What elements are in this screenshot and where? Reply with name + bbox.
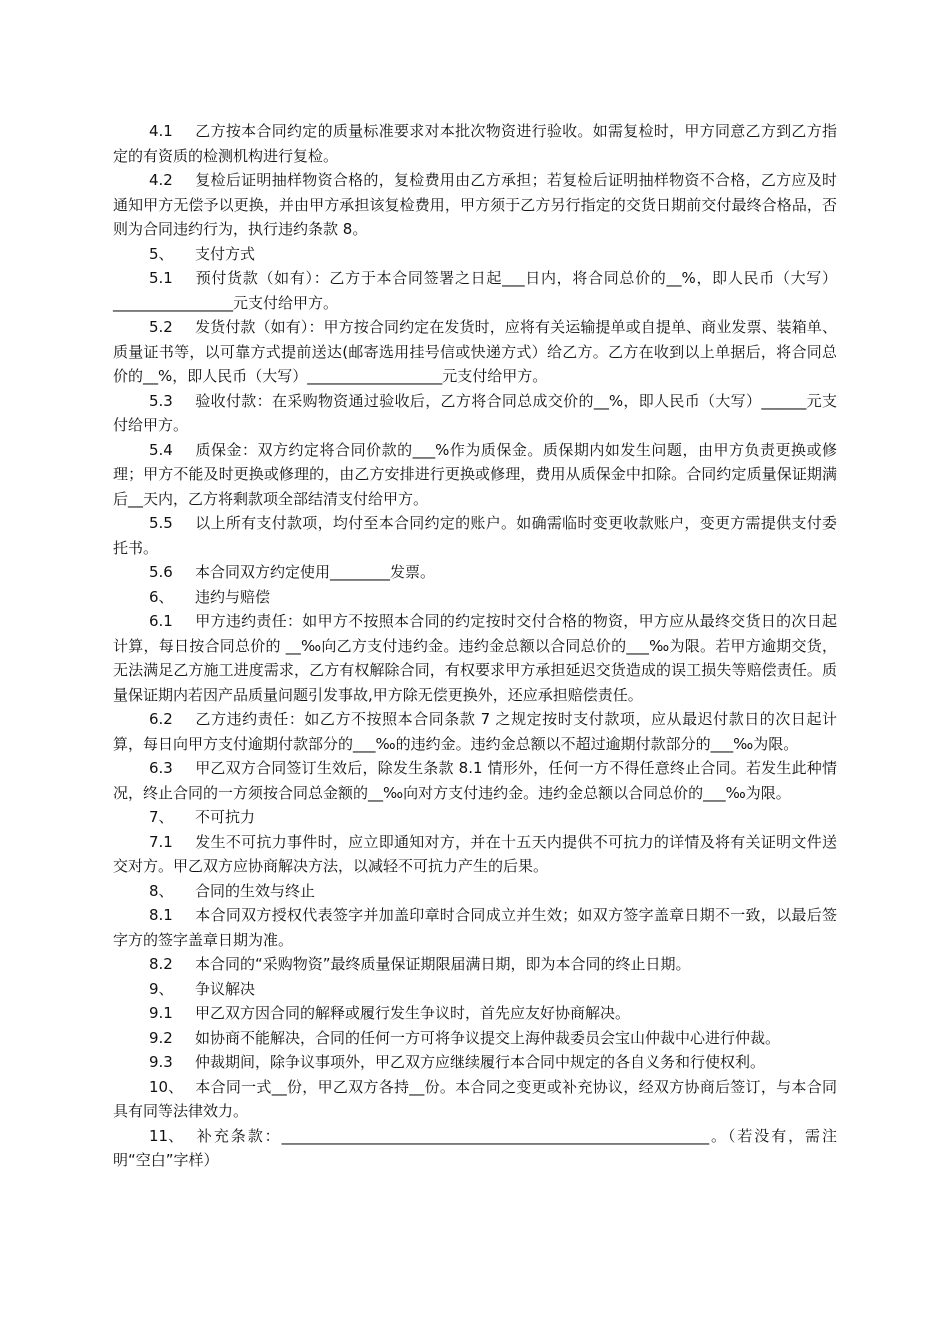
- section-number: 6、: [149, 587, 174, 606]
- clause-number: 5.5: [149, 514, 173, 532]
- clause-number: 6.3: [149, 759, 173, 777]
- clause-text: 预付货款（如有）：乙方于本合同签署之日起___日内，将合同总价的__%，即人民币（大写）________________元支付给甲方。: [113, 269, 837, 312]
- clause-number: 4.2: [149, 171, 173, 189]
- clause-number: 8.2: [149, 955, 173, 973]
- section-title: 支付方式: [195, 244, 256, 263]
- clause-number: 5.2: [149, 318, 173, 336]
- clause-number: 8.1: [149, 906, 173, 924]
- clause-number: 5.6: [149, 563, 173, 581]
- clause-9-1: [113, 1001, 837, 1026]
- clause-9-2: [113, 1026, 837, 1051]
- section-number: 8、: [149, 881, 174, 900]
- clause-number: 6.1: [149, 612, 173, 630]
- section-6-heading: [113, 585, 837, 610]
- section-title: 违约与赔偿: [195, 587, 271, 606]
- clause-10: [113, 1075, 837, 1124]
- section-5-heading: [113, 242, 837, 267]
- clause-text: 本合同双方授权代表签字并加盖印章时合同成立并生效；如双方签字盖章日期不一致，以最后签字方的签字盖章日期为准。: [113, 906, 837, 949]
- clause-5-1: [113, 266, 837, 315]
- clause-6-1: [113, 609, 837, 707]
- section-number: 9、: [149, 979, 174, 998]
- clause-7-1: [113, 830, 837, 879]
- clause-text: 乙方违约责任：如乙方不按照本合同条款 7 之规定按时支付款项，应从最迟付款日的次日起计算，每日向甲方支付逾期付款部分的___‰的违约金。违约金总额以不超过逾期付款部分的___‰为限。: [113, 710, 837, 753]
- clause-5-6: [113, 560, 837, 585]
- clause-number: 5.1: [149, 269, 173, 287]
- clause-number: 4.1: [149, 122, 173, 140]
- clause-text: 甲乙双方合同签订生效后，除发生条款 8.1 情形外，任何一方不得任意终止合同。若发生此种情况，终止合同的一方须按合同总金额的__‰向对方支付违约金。违约金总额以合同总价的___‰为限。: [113, 759, 837, 802]
- clause-number: 9.3: [149, 1053, 173, 1071]
- section-7-heading: [113, 805, 837, 830]
- clause-text: 复检后证明抽样物资合格的，复检费用由乙方承担；若复检后证明抽样物资不合格，乙方应及时通知甲方无偿予以更换，并由甲方承担该复检费用，甲方须于乙方另行指定的交货日期前交付最终合格品，否则为合同违约行为，执行违约条款 8。: [113, 171, 837, 238]
- clause-text: 本合同双方约定使用________发票。: [195, 563, 436, 581]
- clause-text: 质保金：双方约定将合同价款的___%作为质保金。质保期内如发生问题，由甲方负责更换或修理；甲方不能及时更换或修理的，由乙方安排进行更换或修理，费用从质保金中扣除。合同约定质量保证期满后__天内，乙方将剩款项全部结清支付给甲方。: [113, 440, 837, 508]
- clause-text: 仲裁期间，除争议事项外，甲乙双方应继续履行本合同中规定的各自义务和行使权利。: [195, 1053, 766, 1071]
- clause-text: 本合同一式__份，甲乙双方各持__份。本合同之变更或补充协议，经双方协商后签订，与本合同具有同等法律效力。: [113, 1077, 837, 1120]
- clause-5-3: [113, 389, 837, 438]
- clause-text: 甲乙双方因合同的解释或履行发生争议时，首先应友好协商解决。: [195, 1004, 631, 1022]
- clause-6-3: [113, 756, 837, 805]
- section-title: 不可抗力: [195, 808, 256, 826]
- clause-5-5: [113, 511, 837, 560]
- clause-text: 乙方按本合同约定的质量标准要求对本批次物资进行验收。如需复检时，甲方同意乙方到乙方指定的有资质的检测机构进行复检。: [113, 122, 837, 165]
- clause-text: 如协商不能解决，合同的任何一方可将争议提交上海仲裁委员会宝山仲裁中心进行仲裁。: [195, 1028, 781, 1047]
- clause-number: 10、: [149, 1077, 184, 1096]
- document-body: [113, 119, 837, 1173]
- section-9-heading: [113, 977, 837, 1002]
- clause-6-2: [113, 707, 837, 756]
- clause-11: [113, 1124, 837, 1173]
- clause-9-3: [113, 1050, 837, 1075]
- section-number: 7、: [149, 808, 174, 826]
- section-title: 争议解决: [195, 979, 256, 998]
- clause-8-1: [113, 903, 837, 952]
- clause-number: 9.1: [149, 1004, 173, 1022]
- clause-text: 甲方违约责任：如甲方不按照本合同的约定按时交付合格的物资，甲方应从最终交货日的次日起计算，每日按合同总价的 __‰向乙方支付违约金。违约金总额以合同总价的___‰为限。若甲方逾期交货，无法满足乙方施工进度需求，乙方有权解除合同，有权要求甲方承担延迟交货造成的误工损失等赔偿责任。质量保证期内若因产品质量问题引发事故,甲方除无偿更换外，还应承担赔偿责任。: [113, 612, 837, 704]
- clause-text: 发货付款（如有）：甲方按合同约定在发货时，应将有关运输提单或自提单、商业发票、装箱单、质量证书等，以可靠方式提前送达(邮寄选用挂号信或快递方式）给乙方。乙方在收到以上单据后，将合同总价的__%，即人民币（大写）__________________元支付给甲方。: [113, 318, 837, 385]
- clause-text: 补充条款：_________________________________________________________。（若没有，需注明“空白”字样）: [113, 1126, 837, 1169]
- clause-5-4: [113, 438, 837, 512]
- clause-number: 5.4: [149, 440, 173, 459]
- clause-number: 5.3: [149, 391, 173, 410]
- clause-text: 发生不可抗力事件时，应立即通知对方，并在十五天内提供不可抗力的详情及将有关证明文件送交对方。甲乙双方应协商解决方法，以减轻不可抗力产生的后果。: [113, 832, 837, 875]
- clause-text: 以上所有支付款项，均付至本合同约定的账户。如确需临时变更收款账户，变更方需提供支付委托书。: [113, 514, 837, 557]
- clause-number: 7.1: [149, 832, 173, 851]
- clause-4-2: [113, 168, 837, 242]
- clause-4-1: [113, 119, 837, 168]
- clause-number: 6.2: [149, 710, 173, 728]
- section-8-heading: [113, 879, 837, 904]
- clause-number: 11、: [149, 1126, 184, 1145]
- clause-text: 验收付款：在采购物资通过验收后，乙方将合同总成交价的__%，即人民币（大写）______元支付给甲方。: [113, 391, 837, 434]
- clause-8-2: [113, 952, 837, 977]
- clause-number: 9.2: [149, 1028, 173, 1047]
- clause-text: 本合同的“采购物资”最终质量保证期限届满日期，即为本合同的终止日期。: [195, 955, 691, 973]
- section-number: 5、: [149, 244, 174, 263]
- section-title: 合同的生效与终止: [195, 881, 316, 900]
- clause-5-2: [113, 315, 837, 389]
